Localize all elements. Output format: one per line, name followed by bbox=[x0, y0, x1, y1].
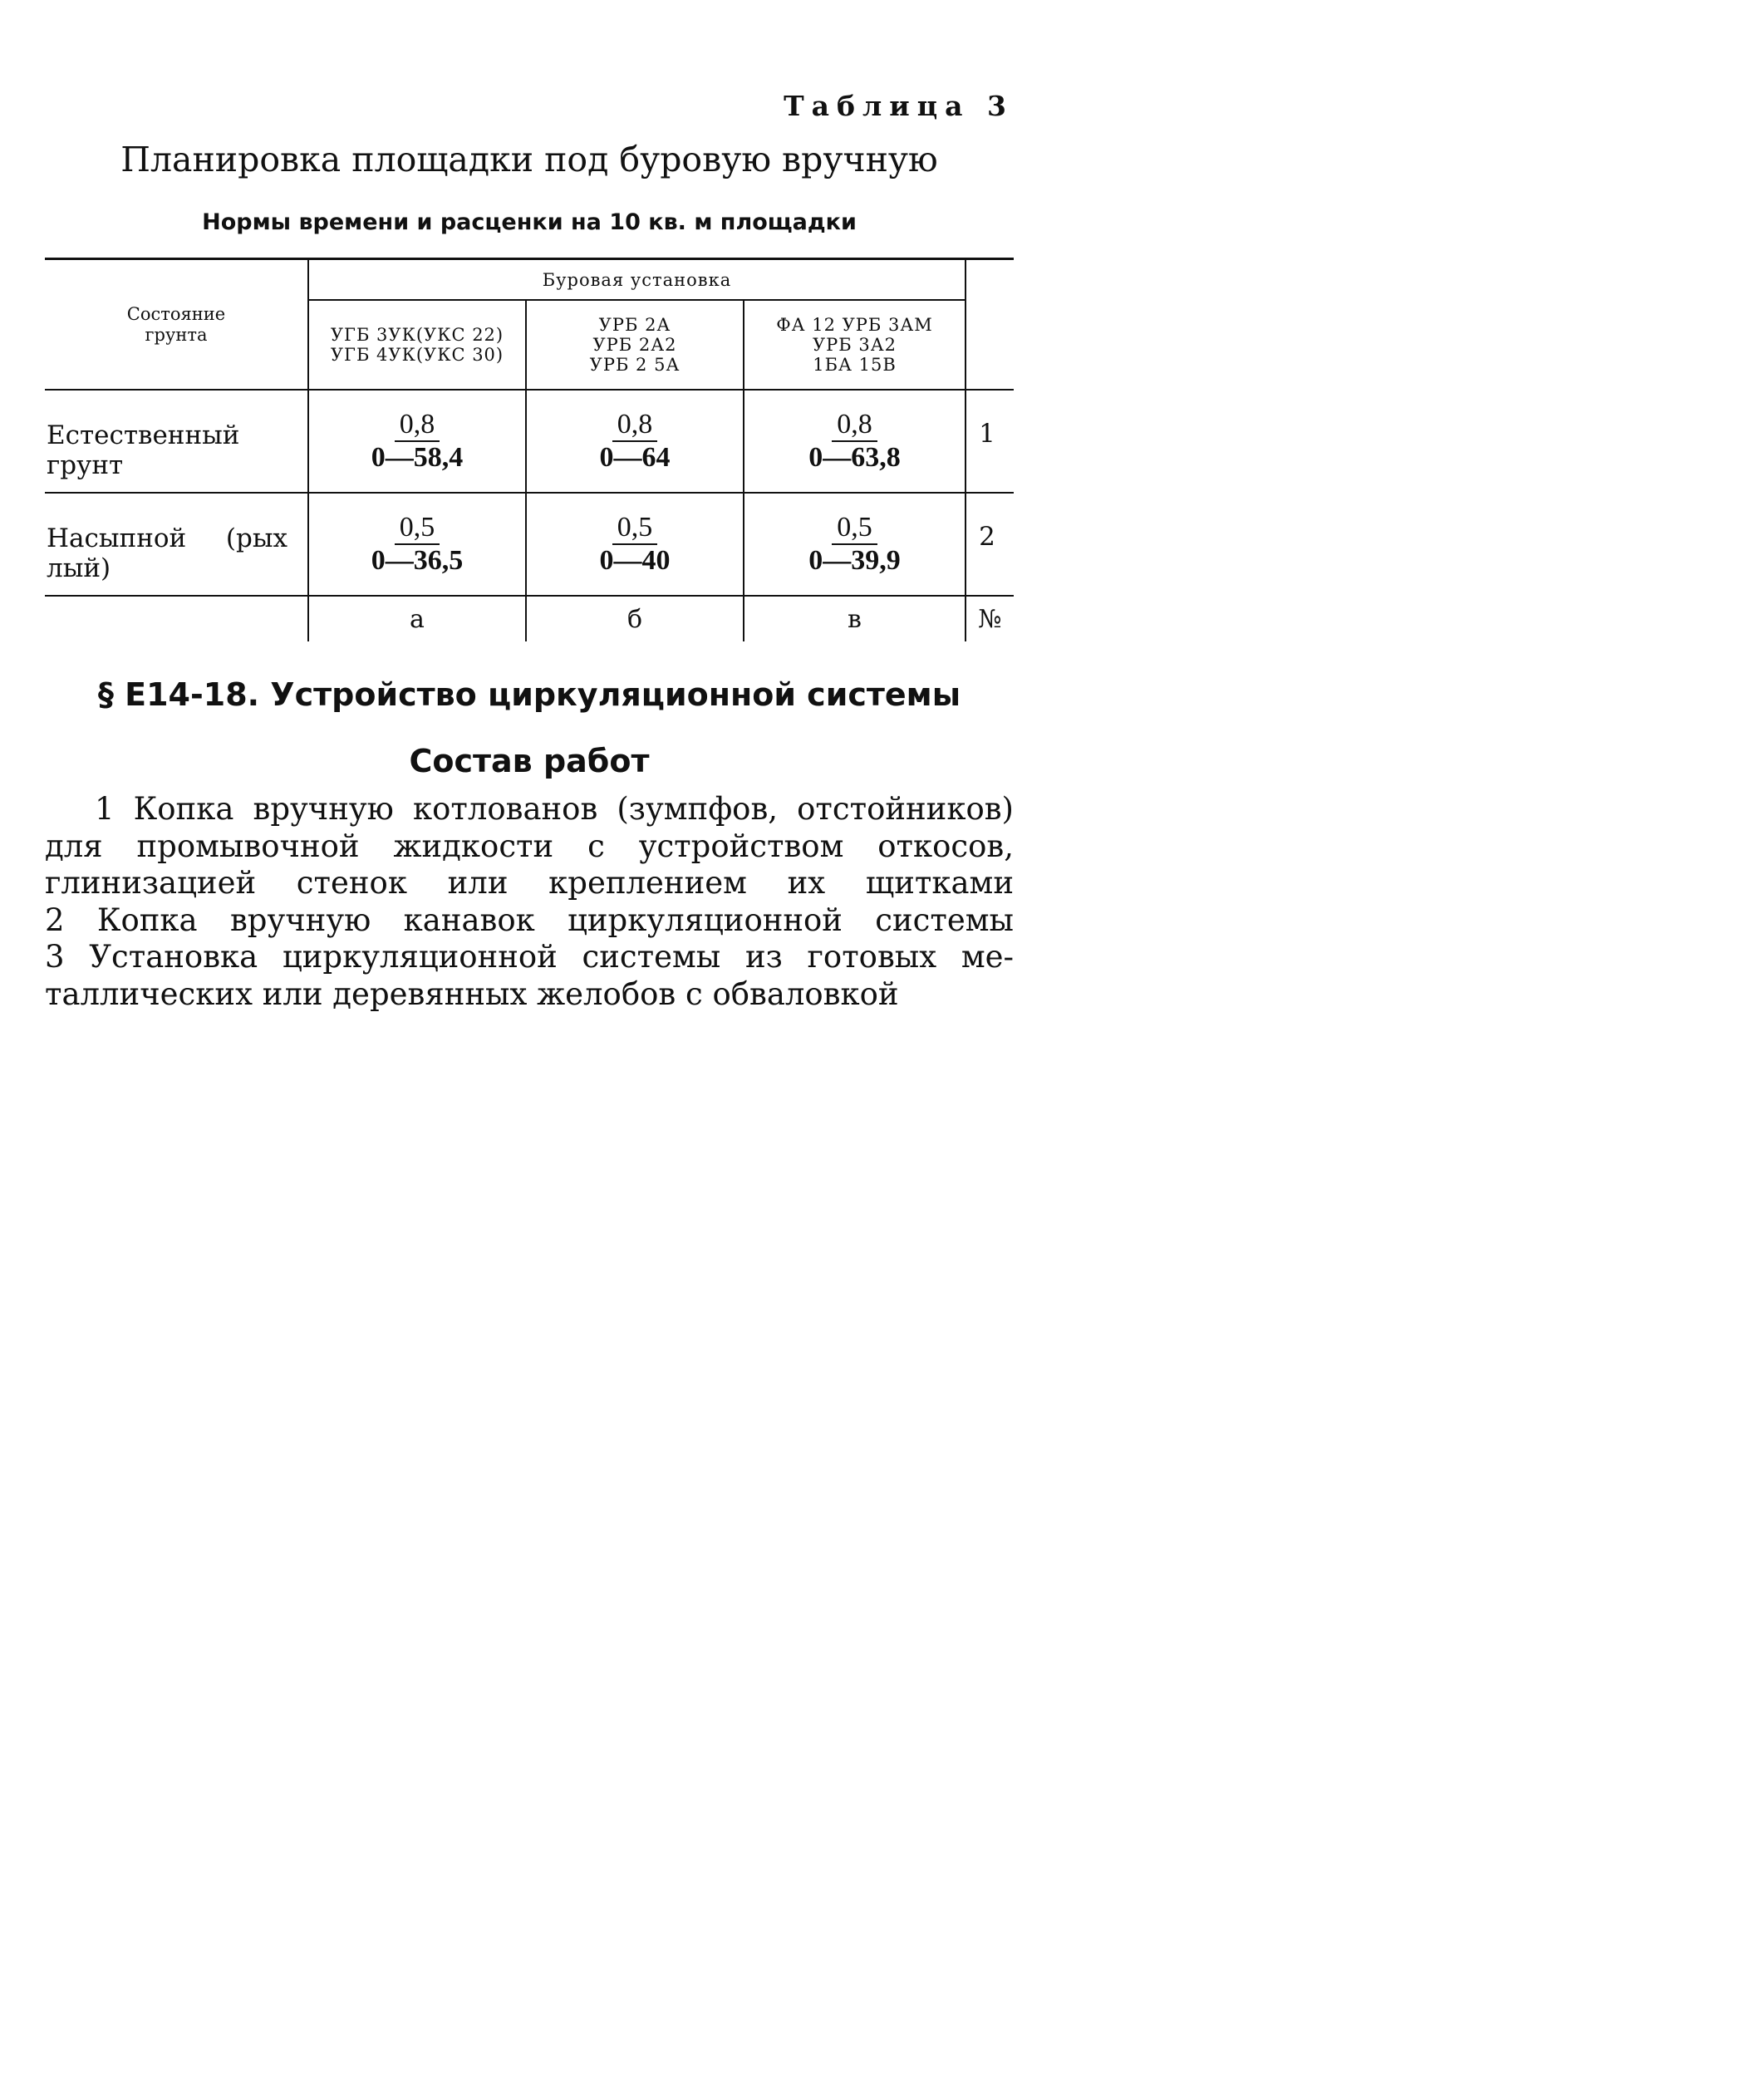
norm-fraction bbox=[600, 513, 671, 576]
norm-fraction bbox=[808, 410, 901, 473]
column-header-line: ФА 12 УРБ 3АМ bbox=[776, 315, 933, 335]
row-label-text: лый) bbox=[47, 553, 111, 583]
norms-table bbox=[45, 258, 1014, 641]
rate-value: 0—63,8 bbox=[808, 441, 901, 473]
section-title: § Е14-18. Устройство циркуляционной системы bbox=[97, 676, 961, 713]
group-header: Буровая установка bbox=[542, 269, 732, 290]
column-header-line: УРБ 3А2 bbox=[812, 335, 897, 355]
column-header-c bbox=[744, 301, 965, 389]
column-index: б bbox=[626, 604, 643, 634]
time-norm: 0,5 bbox=[612, 513, 658, 545]
time-norm: 0,5 bbox=[395, 513, 440, 545]
rate-value: 0—40 bbox=[599, 544, 671, 576]
norm-fraction bbox=[371, 513, 464, 576]
column-header-line: УРБ 2 5А bbox=[589, 355, 681, 375]
norm-cell bbox=[744, 494, 965, 595]
norm-fraction bbox=[371, 410, 464, 473]
time-norm: 0,8 bbox=[612, 410, 658, 442]
table-title: Планировка площадки под буровую вручную bbox=[120, 140, 938, 179]
time-norm: 0,8 bbox=[832, 410, 877, 442]
state-header bbox=[45, 260, 307, 389]
rate-value: 0—58,4 bbox=[371, 441, 464, 473]
column-header-line: УРБ 2А2 bbox=[592, 335, 677, 355]
rate-value: 0—39,9 bbox=[808, 544, 901, 576]
norm-fraction bbox=[808, 513, 901, 576]
norm-cell bbox=[527, 391, 743, 492]
composition-title: Состав работ bbox=[409, 743, 650, 779]
column-header-a bbox=[309, 301, 525, 389]
row-label-text: Насыпной (рых bbox=[47, 523, 287, 553]
rate-value: 0—36,5 bbox=[371, 544, 464, 576]
column-header-line: УГБ 4УК(УКС 30) bbox=[330, 345, 504, 365]
text-line: 1 Копка вручную котлованов (зумпфов, отстойников) bbox=[95, 791, 1014, 827]
column-index: а bbox=[410, 604, 425, 634]
text-line: 2 Копка вручную канавок циркуляционной системы bbox=[45, 902, 1014, 938]
row-label bbox=[47, 391, 306, 492]
column-index: в bbox=[848, 604, 862, 634]
row-label bbox=[47, 494, 306, 595]
norm-cell bbox=[309, 494, 525, 595]
state-header-line: грунта bbox=[145, 324, 208, 345]
time-norm: 0,5 bbox=[832, 513, 877, 545]
table-subtitle: Нормы времени и расценки на 10 кв. м площадки bbox=[202, 209, 857, 235]
norm-cell bbox=[527, 494, 743, 595]
column-header-b bbox=[527, 301, 743, 389]
rate-value: 0—64 bbox=[599, 441, 671, 473]
column-header-line: УГБ 3УК(УКС 22) bbox=[330, 325, 504, 345]
norm-fraction bbox=[600, 410, 671, 473]
column-header-line: 1БА 15В bbox=[813, 355, 897, 375]
column-header-line: УРБ 2А bbox=[598, 315, 671, 335]
state-header-line: Состояние bbox=[126, 303, 226, 324]
text-line: глинизацией стенок или креплением их щитками bbox=[45, 865, 1014, 901]
norm-cell bbox=[309, 391, 525, 492]
row-index: 1 bbox=[979, 419, 995, 449]
row-index: 2 bbox=[979, 522, 995, 552]
text-line: для промывочной жидкости с устройством откосов, bbox=[45, 828, 1014, 864]
text-line: таллических или деревянных желобов с обваловкой bbox=[45, 975, 899, 1012]
text-line: 3 Установка циркуляционной системы из готовых ме- bbox=[45, 939, 1014, 975]
norm-cell bbox=[744, 391, 965, 492]
time-norm: 0,8 bbox=[395, 410, 440, 442]
row-number-header: № bbox=[978, 604, 1002, 634]
row-label-text: Естественный грунт bbox=[47, 420, 240, 480]
composition-text bbox=[45, 791, 1014, 1013]
table-number: Таблица 3 bbox=[784, 90, 1014, 122]
